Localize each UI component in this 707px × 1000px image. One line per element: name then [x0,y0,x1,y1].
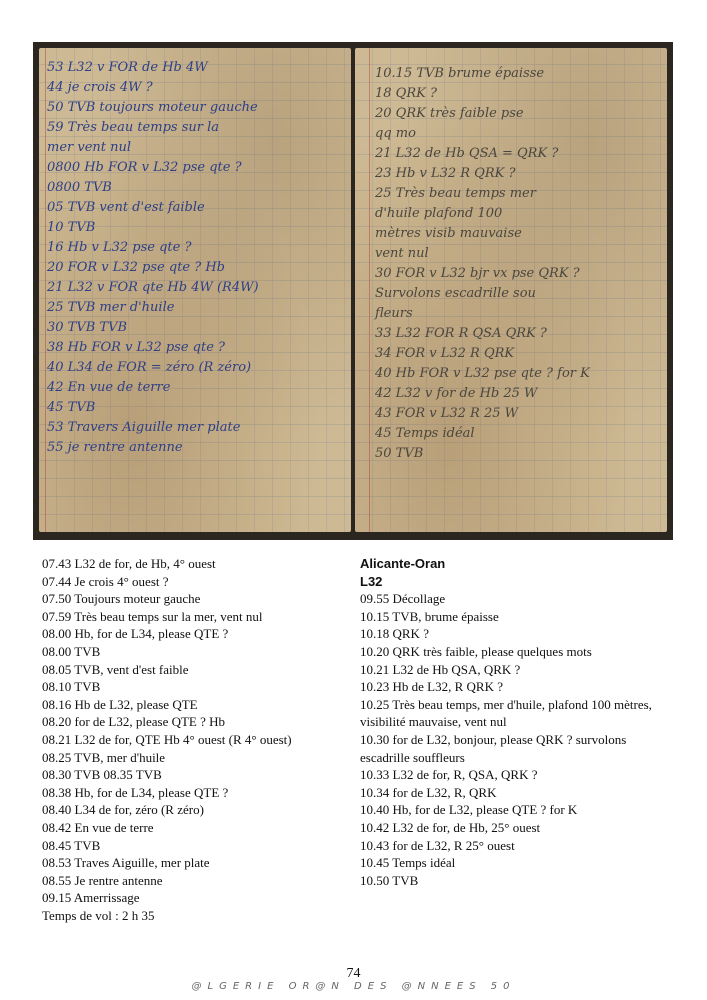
handwritten-line: 25 Très beau temps mer [375,186,536,201]
page-number: 74 [346,966,361,981]
handwritten-line: 30 FOR v L32 bjr vx pse QRK ? [375,266,580,281]
log-entry: 10.33 L32 de for, R, QSA, QRK ? [360,767,538,783]
log-entry: Temps de vol : 2 h 35 [42,907,155,923]
log-entry: 08.30 TVB 08.35 TVB [42,767,162,783]
handwritten-line: 20 FOR v L32 pse qte ? Hb [47,260,226,275]
handwritten-line: 05 TVB vent d'est faible [47,200,205,215]
footer-banner: @LGERIE OR@N DES @NNEES 50 [191,981,516,992]
log-entry: 10.45 Temps idéal [360,855,456,871]
handwritten-line: 42 L32 v for de Hb 25 W [375,386,538,401]
log-entry: 08.53 Traves Aiguille, mer plate [42,855,210,871]
notebook-right-page [355,48,667,532]
handwritten-line: 33 L32 FOR R QSA QRK ? [375,326,547,341]
notebook-left-page [39,48,351,532]
handwritten-line: 40 L34 de FOR = zéro (R zéro) [47,360,252,375]
log-entry: 08.25 TVB, mer d'huile [42,749,166,765]
transcription-left-column [42,555,342,924]
log-entry: 10.15 TVB, brume épaisse [360,608,499,624]
log-entry: 08.42 En vue de terre [42,819,154,835]
log-entry: 08.16 Hb de L32, please QTE [42,696,198,712]
log-entry: 10.34 for de L32, R, QRK [360,784,497,800]
log-entry: 10.23 Hb de L32, R QRK ? [360,679,503,695]
handwritten-line: Survolons escadrille sou [375,286,536,301]
handwritten-line: 59 Très beau temps sur la [47,120,219,135]
handwritten-line: 0800 Hb FOR v L32 pse qte ? [47,160,242,175]
handwritten-line: vent nul [375,246,429,261]
handwritten-line: 45 TVB [47,400,96,415]
log-entry: 07.43 L32 de for, de Hb, 4° ouest [42,556,216,571]
handwritten-line: 50 TVB [375,446,424,461]
handwritten-line: 53 L32 v FOR de Hb 4W [47,60,208,75]
aircraft-heading: L32 [360,573,383,589]
handwritten-line: 34 FOR v L32 R QRK [375,346,515,361]
handwritten-line: 16 Hb v L32 pse qte ? [47,240,192,255]
handwritten-line: 45 Temps idéal [375,426,475,441]
log-entry: 08.21 L32 de for, QTE Hb 4° ouest (R 4° ouest) [42,731,292,747]
log-entry: 08.05 TVB, vent d'est faible [42,661,189,677]
log-entry: 10.21 L32 de Hb QSA, QRK ? [360,661,521,677]
route-heading: Alicante-Oran [360,556,446,571]
handwritten-line: 30 TVB TVB [47,320,128,335]
log-entry: 10.50 TVB [360,872,419,888]
margin-line [45,48,46,532]
handwritten-line: mètres visib mauvaise [375,226,522,241]
handwritten-line: 23 Hb v L32 R QRK ? [375,166,516,181]
handwritten-line: 21 L32 de Hb QSA = QRK ? [375,146,559,161]
notebook-photo [33,42,673,540]
handwritten-log-left [47,58,259,458]
log-entry: 08.10 TVB [42,679,101,695]
handwritten-line: 25 TVB mer d'huile [47,300,175,315]
handwritten-line: 0800 TVB [47,180,112,195]
log-entry: 08.55 Je rentre antenne [42,872,163,888]
handwritten-line: mer vent nul [47,140,132,155]
handwritten-line: 44 je crois 4W ? [47,80,153,95]
handwritten-line: 18 QRK ? [375,86,437,101]
log-entry: 07.44 Je crois 4° ouest ? [42,573,169,589]
log-entry: 07.59 Très beau temps sur la mer, vent nul [42,608,263,624]
transcription-right-column [360,555,672,889]
log-entry: 09.15 Amerrissage [42,890,140,906]
handwritten-line: qq mo [375,126,416,141]
log-entry: 08.38 Hb, for de L34, please QTE ? [42,784,229,800]
log-entry: 10.25 Très beau temps, mer d'huile, plafond 100 mètres, visibilité mauvaise, vent nul [360,696,652,730]
log-entry: 10.43 for de L32, R 25° ouest [360,837,515,853]
log-entry: 10.42 L32 de for, de Hb, 25° ouest [360,819,541,835]
log-entry: 08.40 L34 de for, zéro (R zéro) [42,802,204,818]
margin-line [369,48,370,532]
log-entry: 08.20 for de L32, please QTE ? Hb [42,714,226,730]
handwritten-log-right [375,64,590,464]
log-entry: 10.30 for de L32, bonjour, please QRK ? survolons escadrille souffleurs [360,731,627,765]
handwritten-line: 55 je rentre antenne [47,440,183,455]
handwritten-line: 21 L32 v FOR qte Hb 4W (R4W) [47,280,259,295]
handwritten-line: 10.15 TVB brume épaisse [375,66,545,81]
handwritten-line: 43 FOR v L32 R 25 W [375,406,519,421]
handwritten-line: 50 TVB toujours moteur gauche [47,100,258,115]
log-entry: 08.45 TVB [42,837,101,853]
handwritten-line: 40 Hb FOR v L32 pse qte ? for K [375,366,590,381]
log-entry: 07.50 Toujours moteur gauche [42,591,201,607]
handwritten-line: 38 Hb FOR v L32 pse qte ? [47,340,226,355]
handwritten-line: 53 Travers Aiguille mer plate [47,420,241,435]
handwritten-line: fleurs [375,306,413,321]
handwritten-line: d'huile plafond 100 [375,206,503,221]
log-entry: 10.18 QRK ? [360,626,429,642]
log-entry: 08.00 TVB [42,643,101,659]
log-entry: 10.20 QRK très faible, please quelques mots [360,643,592,659]
handwritten-line: 42 En vue de terre [47,380,171,395]
handwritten-line: 10 TVB [47,220,96,235]
log-entry: 10.40 Hb, for de L32, please QTE ? for K [360,802,578,818]
right-entries [360,590,672,889]
log-entry: 08.00 Hb, for de L34, please QTE ? [42,626,229,642]
log-entry: 09.55 Décollage [360,591,446,607]
handwritten-line: 20 QRK très faible pse [375,106,524,121]
